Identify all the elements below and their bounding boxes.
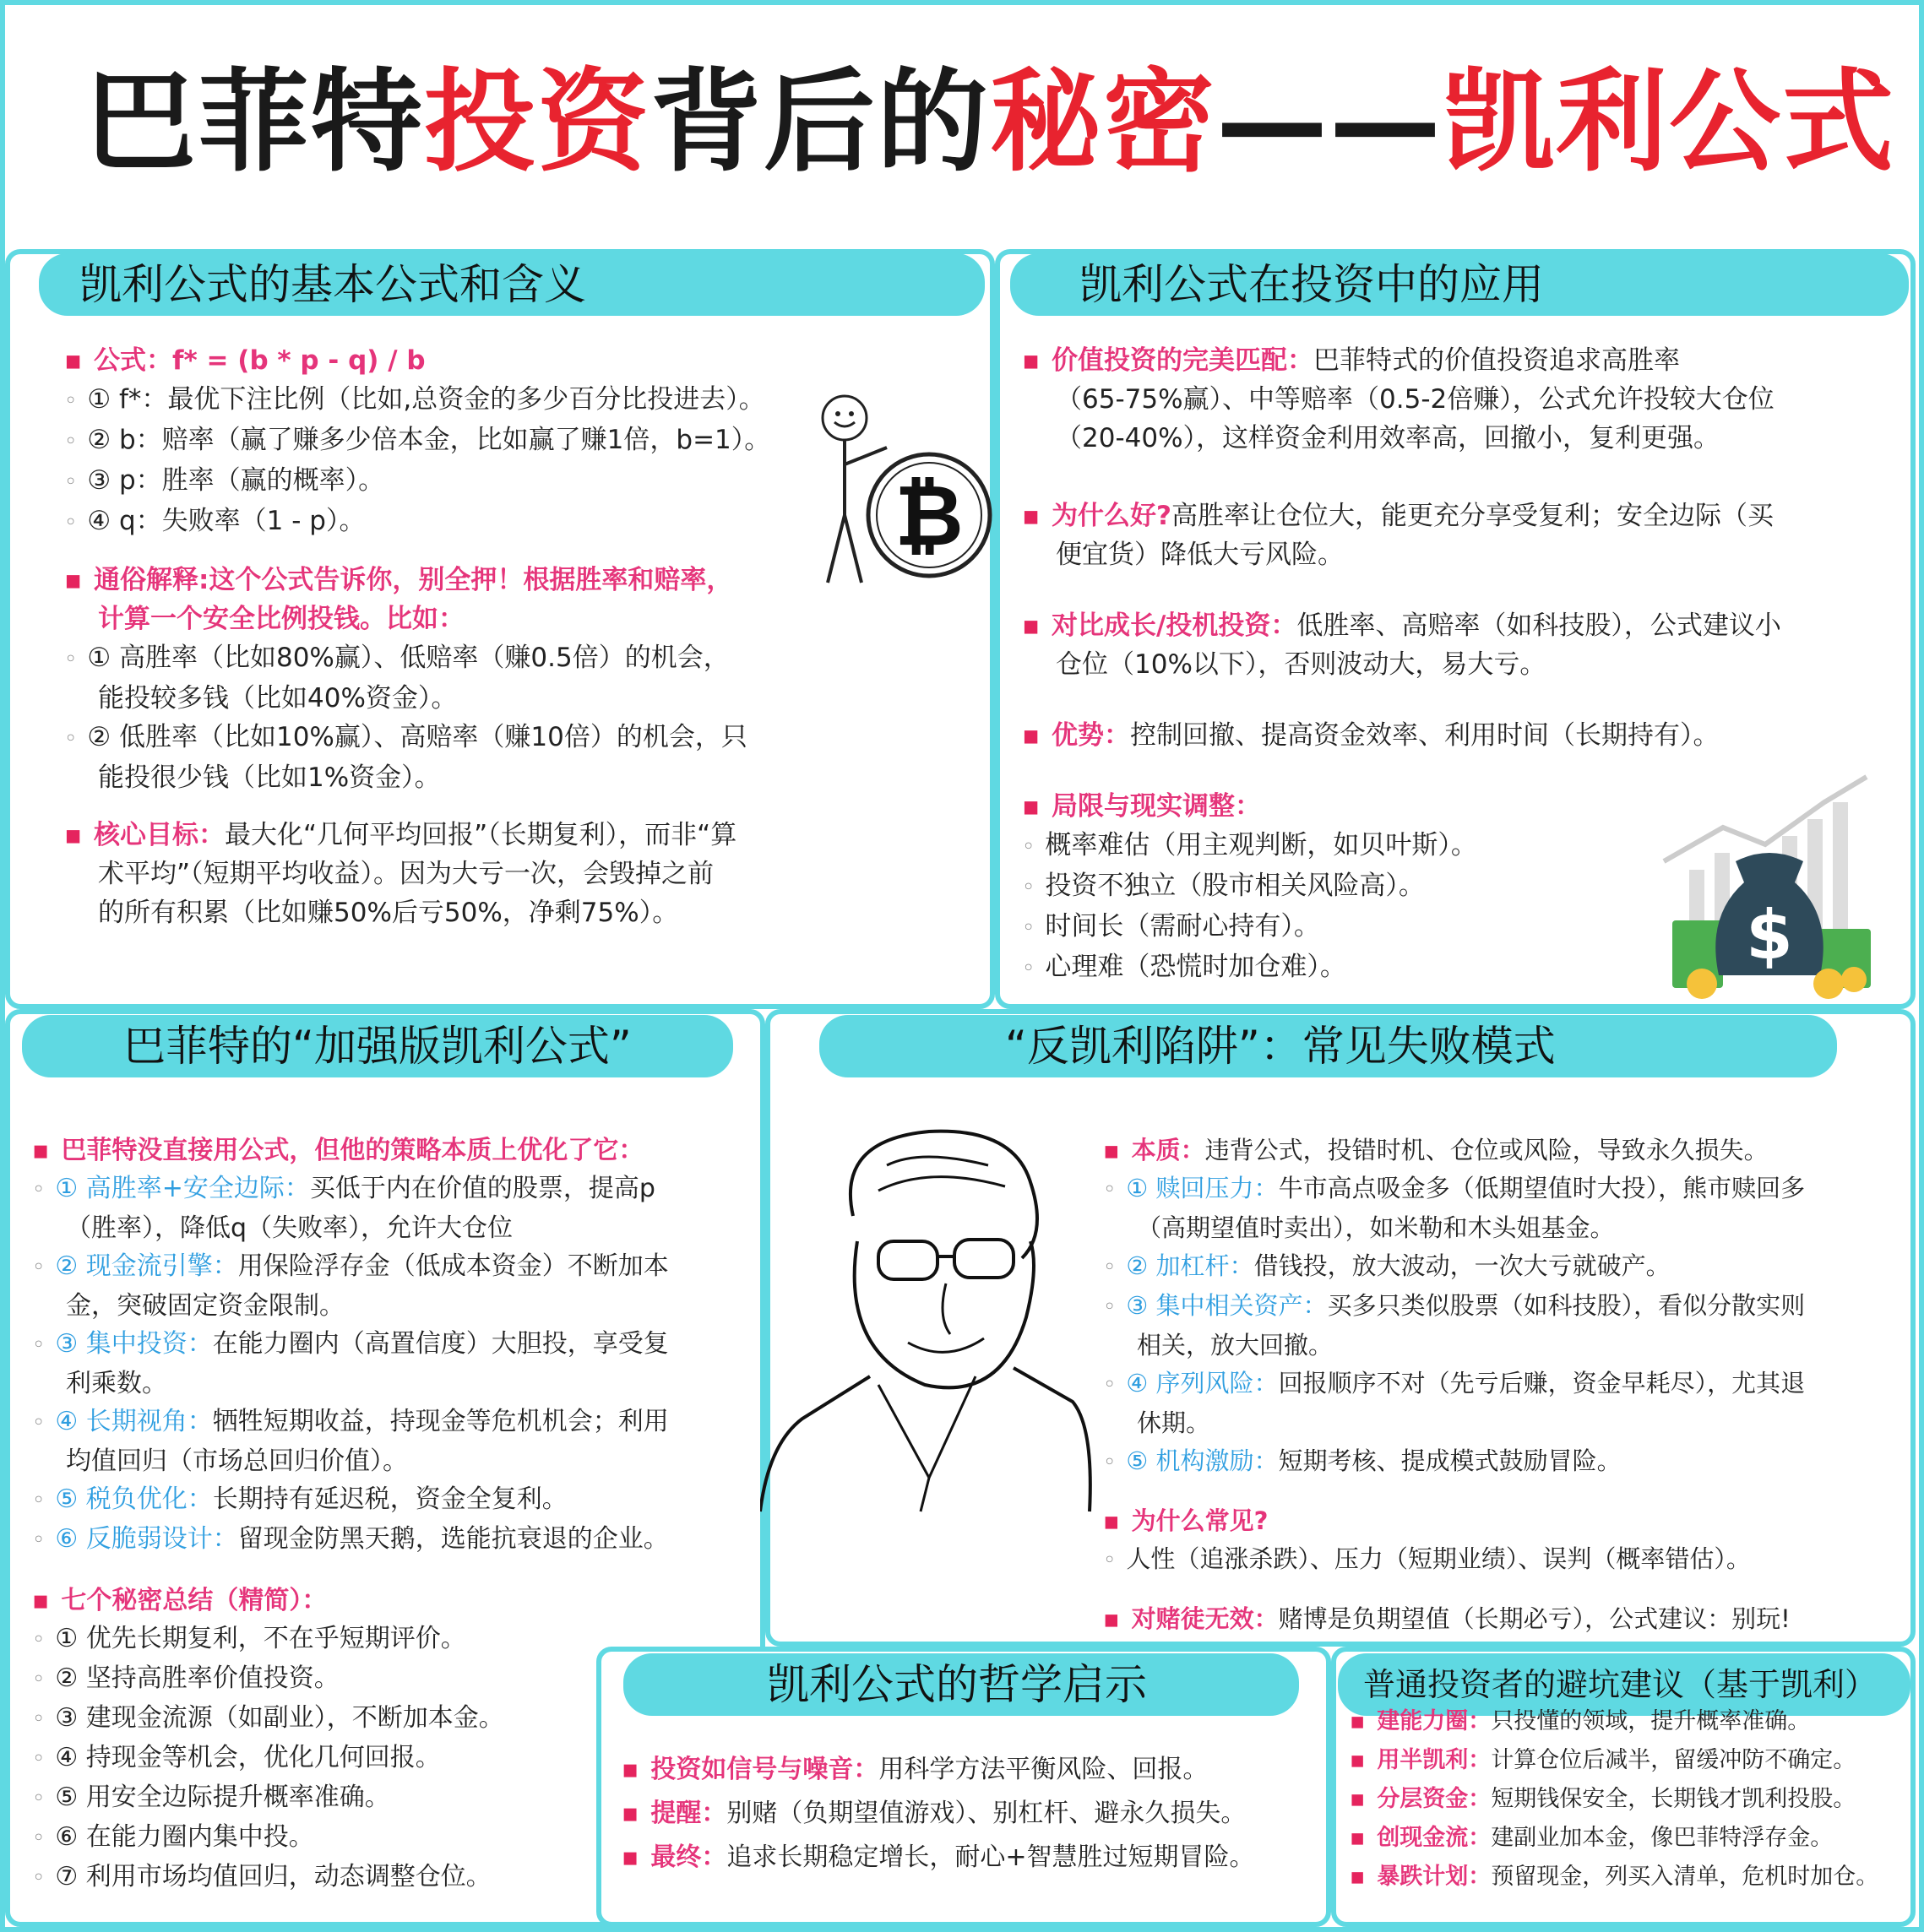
list-item: ◦ 概率难估（用主观判断，如贝叶斯）。 bbox=[1022, 830, 1477, 860]
tip-item: ▪ 用半凯利：计算仓位后减半，留缓冲防不确定。 bbox=[1350, 1747, 1856, 1773]
list-item-cont: 能投较多钱（比如40%资金）。 bbox=[98, 683, 458, 714]
bitcoin-icon: ₿ bbox=[894, 466, 964, 565]
list-item: ◦ ③ 集中投资：在能力圈内（高置信度）大胆投，享受复 bbox=[32, 1329, 669, 1359]
plain-explain-cont: 计算一个安全比例投钱。比如： bbox=[98, 604, 465, 634]
list-item: ◦ 心理难（恐慌时加仓难）。 bbox=[1022, 952, 1346, 982]
list-item-cont: 均值回归（市场总回归价值）。 bbox=[66, 1446, 408, 1476]
title-part: 投资 bbox=[424, 57, 650, 187]
list-item: ◦ ① 赎回压力：牛市高点吸金多（低期望值时大投），熊市赎回多 bbox=[1103, 1174, 1806, 1202]
list-item: ◦ ① f*：最优下注比例（比如,总资金的多少百分比投进去）。 bbox=[64, 384, 765, 415]
panel-philosophy-header: 凯利公式的哲学启示 bbox=[623, 1653, 1299, 1716]
advantage: ▪ 优势：控制回撤、提高资金效率、利用时间（长期持有）。 bbox=[1022, 720, 1720, 751]
panel-basic-formula-body bbox=[64, 341, 909, 932]
list-item: ◦ ⑦ 利用市场均值回归，动态调整仓位。 bbox=[32, 1862, 492, 1891]
core-goal-cont: 术平均”（短期平均收益）。因为大亏一次，会毁掉之前 bbox=[98, 859, 715, 889]
why-good: ▪ 为什么好?高胜率让仓位大，能更充分享受复利；安全边际（买 bbox=[1022, 501, 1774, 531]
tip-item: ▪ 分层资金：短期钱保安全，长期钱才凯利投股。 bbox=[1350, 1786, 1856, 1812]
list-item: ◦ 时间长（需耐心持有）。 bbox=[1022, 911, 1320, 942]
essence: ▪ 本质：违背公式，投错时机、仓位或风险，导致永久损失。 bbox=[1103, 1136, 1769, 1164]
why-common: ▪ 为什么常见? bbox=[1103, 1506, 1269, 1535]
plain-explain: ▪ 通俗解释:这个公式告诉你，别全押！根据胜率和赔率， bbox=[64, 565, 733, 595]
list-item: ◦ ④ 序列风险：回报顺序不对（先亏后赚，资金早耗尽），尤其退 bbox=[1103, 1369, 1806, 1397]
limits: ▪ 局限与现实调整： bbox=[1022, 791, 1262, 822]
list-item: ◦ ① 高胜率（比如80%赢）、低赔率（赚0.5倍）的机会， bbox=[64, 643, 730, 673]
tip-item: ▪ 创现金流：建副业加本金，像巴菲特浮存金。 bbox=[1350, 1825, 1834, 1851]
list-item: ◦ ④ 持现金等机会，优化几何回报。 bbox=[32, 1743, 441, 1772]
list-item: ◦ 人性（追涨杀跌）、压力（短期业绩）、误判（概率错估）。 bbox=[1103, 1544, 1751, 1573]
value-investing-cont: （65-75%赢）、中等赔率（0.5-2倍赚），公式允许投较大仓位 bbox=[1056, 384, 1775, 415]
list-item: ◦ 投资不独立（股市相关风险高）。 bbox=[1022, 871, 1425, 901]
tip-item: ▪ 暴跌计划：预留现金，列买入清单，危机时加仓。 bbox=[1350, 1864, 1879, 1890]
list-item: ◦ ④ 长期视角：牺牲短期收益，持现金等危机机会；利用 bbox=[32, 1407, 669, 1436]
panel-anti-kelly-body bbox=[1103, 1132, 1897, 1638]
core-goal-cont: 的所有积累（比如赚50%后亏50%，净剩75%）。 bbox=[98, 898, 679, 928]
title-part: 秘密 bbox=[990, 57, 1216, 187]
list-item: ◦ ② 低胜率（比如10%赢）、高赔率（赚10倍）的机会，只 bbox=[64, 722, 747, 752]
title-part: 凯利公式 bbox=[1443, 57, 1895, 187]
list-item: ◦ ⑤ 用安全边际提升概率准确。 bbox=[32, 1783, 390, 1812]
title-part: —— bbox=[1216, 57, 1443, 187]
panel-tips-body bbox=[1350, 1702, 1911, 1897]
list-item: ◦ ⑥ 反脆弱设计：留现金防黑天鹅，选能抗衰退的企业。 bbox=[32, 1524, 669, 1554]
list-item-cont: 休期。 bbox=[1137, 1408, 1211, 1437]
title-part: 背后的 bbox=[650, 57, 990, 187]
bitcoin-figure-icon bbox=[811, 388, 997, 591]
list-item: ◦ ① 高胜率+安全边际：买低于内在价值的股票，提高p bbox=[32, 1174, 655, 1203]
list-item: ◦ ② 坚持高胜率价值投资。 bbox=[32, 1663, 340, 1693]
list-item: ◦ ⑤ 机构激励：短期考核、提成模式鼓励冒险。 bbox=[1103, 1446, 1622, 1475]
list-item-cont: 利乘数。 bbox=[66, 1369, 167, 1398]
list-item: ◦ ③ p：胜率（赢的概率）。 bbox=[64, 465, 385, 496]
panel-enhanced-kelly-header: 巴菲特的“加强版凯利公式” bbox=[22, 1015, 733, 1077]
list-item: ◦ ③ 建现金流源（如副业），不断加本金。 bbox=[32, 1703, 504, 1733]
panel-philosophy-body bbox=[622, 1748, 1323, 1880]
value-investing-cont: （20-40%），这样资金利用效率高，回撤小，复利更强。 bbox=[1056, 423, 1720, 453]
panel-application-header: 凯利公式在投资中的应用 bbox=[1010, 253, 1909, 316]
list-item: ◦ ② b：赔率（赢了赚多少倍本金，比如赢了赚1倍，b=1）。 bbox=[64, 425, 771, 455]
list-item: ◦ ⑤ 税负优化：长期持有延迟税，资金全复利。 bbox=[32, 1484, 568, 1514]
reminder: ▪ 提醒：别赌（负期望值游戏）、别杠杆、避永久损失。 bbox=[622, 1799, 1247, 1828]
page-title bbox=[84, 51, 1895, 194]
list-item-cont: 金，突破固定资金限制。 bbox=[66, 1291, 345, 1321]
list-item: ◦ ① 优先长期复利，不在乎短期评价。 bbox=[32, 1624, 466, 1653]
why-good-cont: 便宜货）降低大亏风险。 bbox=[1056, 540, 1344, 570]
value-investing: ▪ 价值投资的完美匹配：巴菲特式的价值投资追求高胜率 bbox=[1022, 345, 1681, 376]
title-part: 巴菲特 bbox=[84, 57, 424, 187]
panel-anti-kelly-header: “反凯利陷阱”：常见失败模式 bbox=[819, 1015, 1837, 1077]
panel-tips-header: 普通投资者的避坑建议（基于凯利） bbox=[1338, 1653, 1910, 1716]
compare-growth: ▪ 对比成长/投机投资：低胜率、高赔率（如科技股），公式建议小 bbox=[1022, 611, 1781, 641]
signal-noise: ▪ 投资如信号与噪音：用科学方法平衡风险、回报。 bbox=[622, 1755, 1209, 1784]
list-item: ◦ ② 现金流引擎：用保险浮存金（低成本资金）不断加本 bbox=[32, 1251, 669, 1281]
list-item-cont: （胜率），降低q（失败率），允许大仓位 bbox=[66, 1213, 514, 1243]
dollar-icon: $ bbox=[1746, 896, 1793, 974]
compare-growth-cont: 仓位（10%以下），否则波动大，易大亏。 bbox=[1056, 649, 1546, 680]
core-goal: ▪ 核心目标：最大化“几何平均回报”（长期复利），而非“算 bbox=[64, 820, 737, 850]
list-item-cont: （高期望值时卖出），如米勒和木头姐基金。 bbox=[1137, 1213, 1615, 1242]
summary-title: ▪ 七个秘密总结（精简）： bbox=[32, 1586, 328, 1615]
list-item: ◦ ④ q：失败率（1 - p）。 bbox=[64, 506, 366, 536]
buffett-portrait-icon bbox=[760, 1115, 1098, 1520]
tip-item: ▪ 建能力圈：只投懂的领域，提升概率准确。 bbox=[1350, 1708, 1811, 1734]
intro: ▪ 巴菲特没直接用公式，但他的策略本质上优化了它： bbox=[32, 1136, 644, 1165]
list-item: ◦ ⑥ 在能力圈内集中投。 bbox=[32, 1822, 314, 1852]
final: ▪ 最终：追求长期稳定增长，耐心+智慧胜过短期冒险。 bbox=[622, 1842, 1255, 1872]
panel-basic-formula-header: 凯利公式的基本公式和含义 bbox=[39, 253, 985, 316]
list-item-cont: 能投很少钱（比如1%资金）。 bbox=[98, 762, 441, 793]
list-item-cont: 相关，放大回撤。 bbox=[1137, 1331, 1334, 1359]
list-item: ◦ ② 加杠杆：借钱投，放大波动，一次大亏就破产。 bbox=[1103, 1251, 1671, 1280]
list-item: ◦ ③ 集中相关资产：买多只类似股票（如科技股），看似分散实则 bbox=[1103, 1291, 1806, 1320]
money-bag-chart-icon bbox=[1655, 768, 1883, 1005]
formula-line: ▪ 公式：f* = (b * p - q) / b bbox=[64, 345, 426, 376]
gambler: ▪ 对赌徒无效：赌博是负期望值（长期必亏），公式建议：别玩! bbox=[1103, 1604, 1791, 1633]
